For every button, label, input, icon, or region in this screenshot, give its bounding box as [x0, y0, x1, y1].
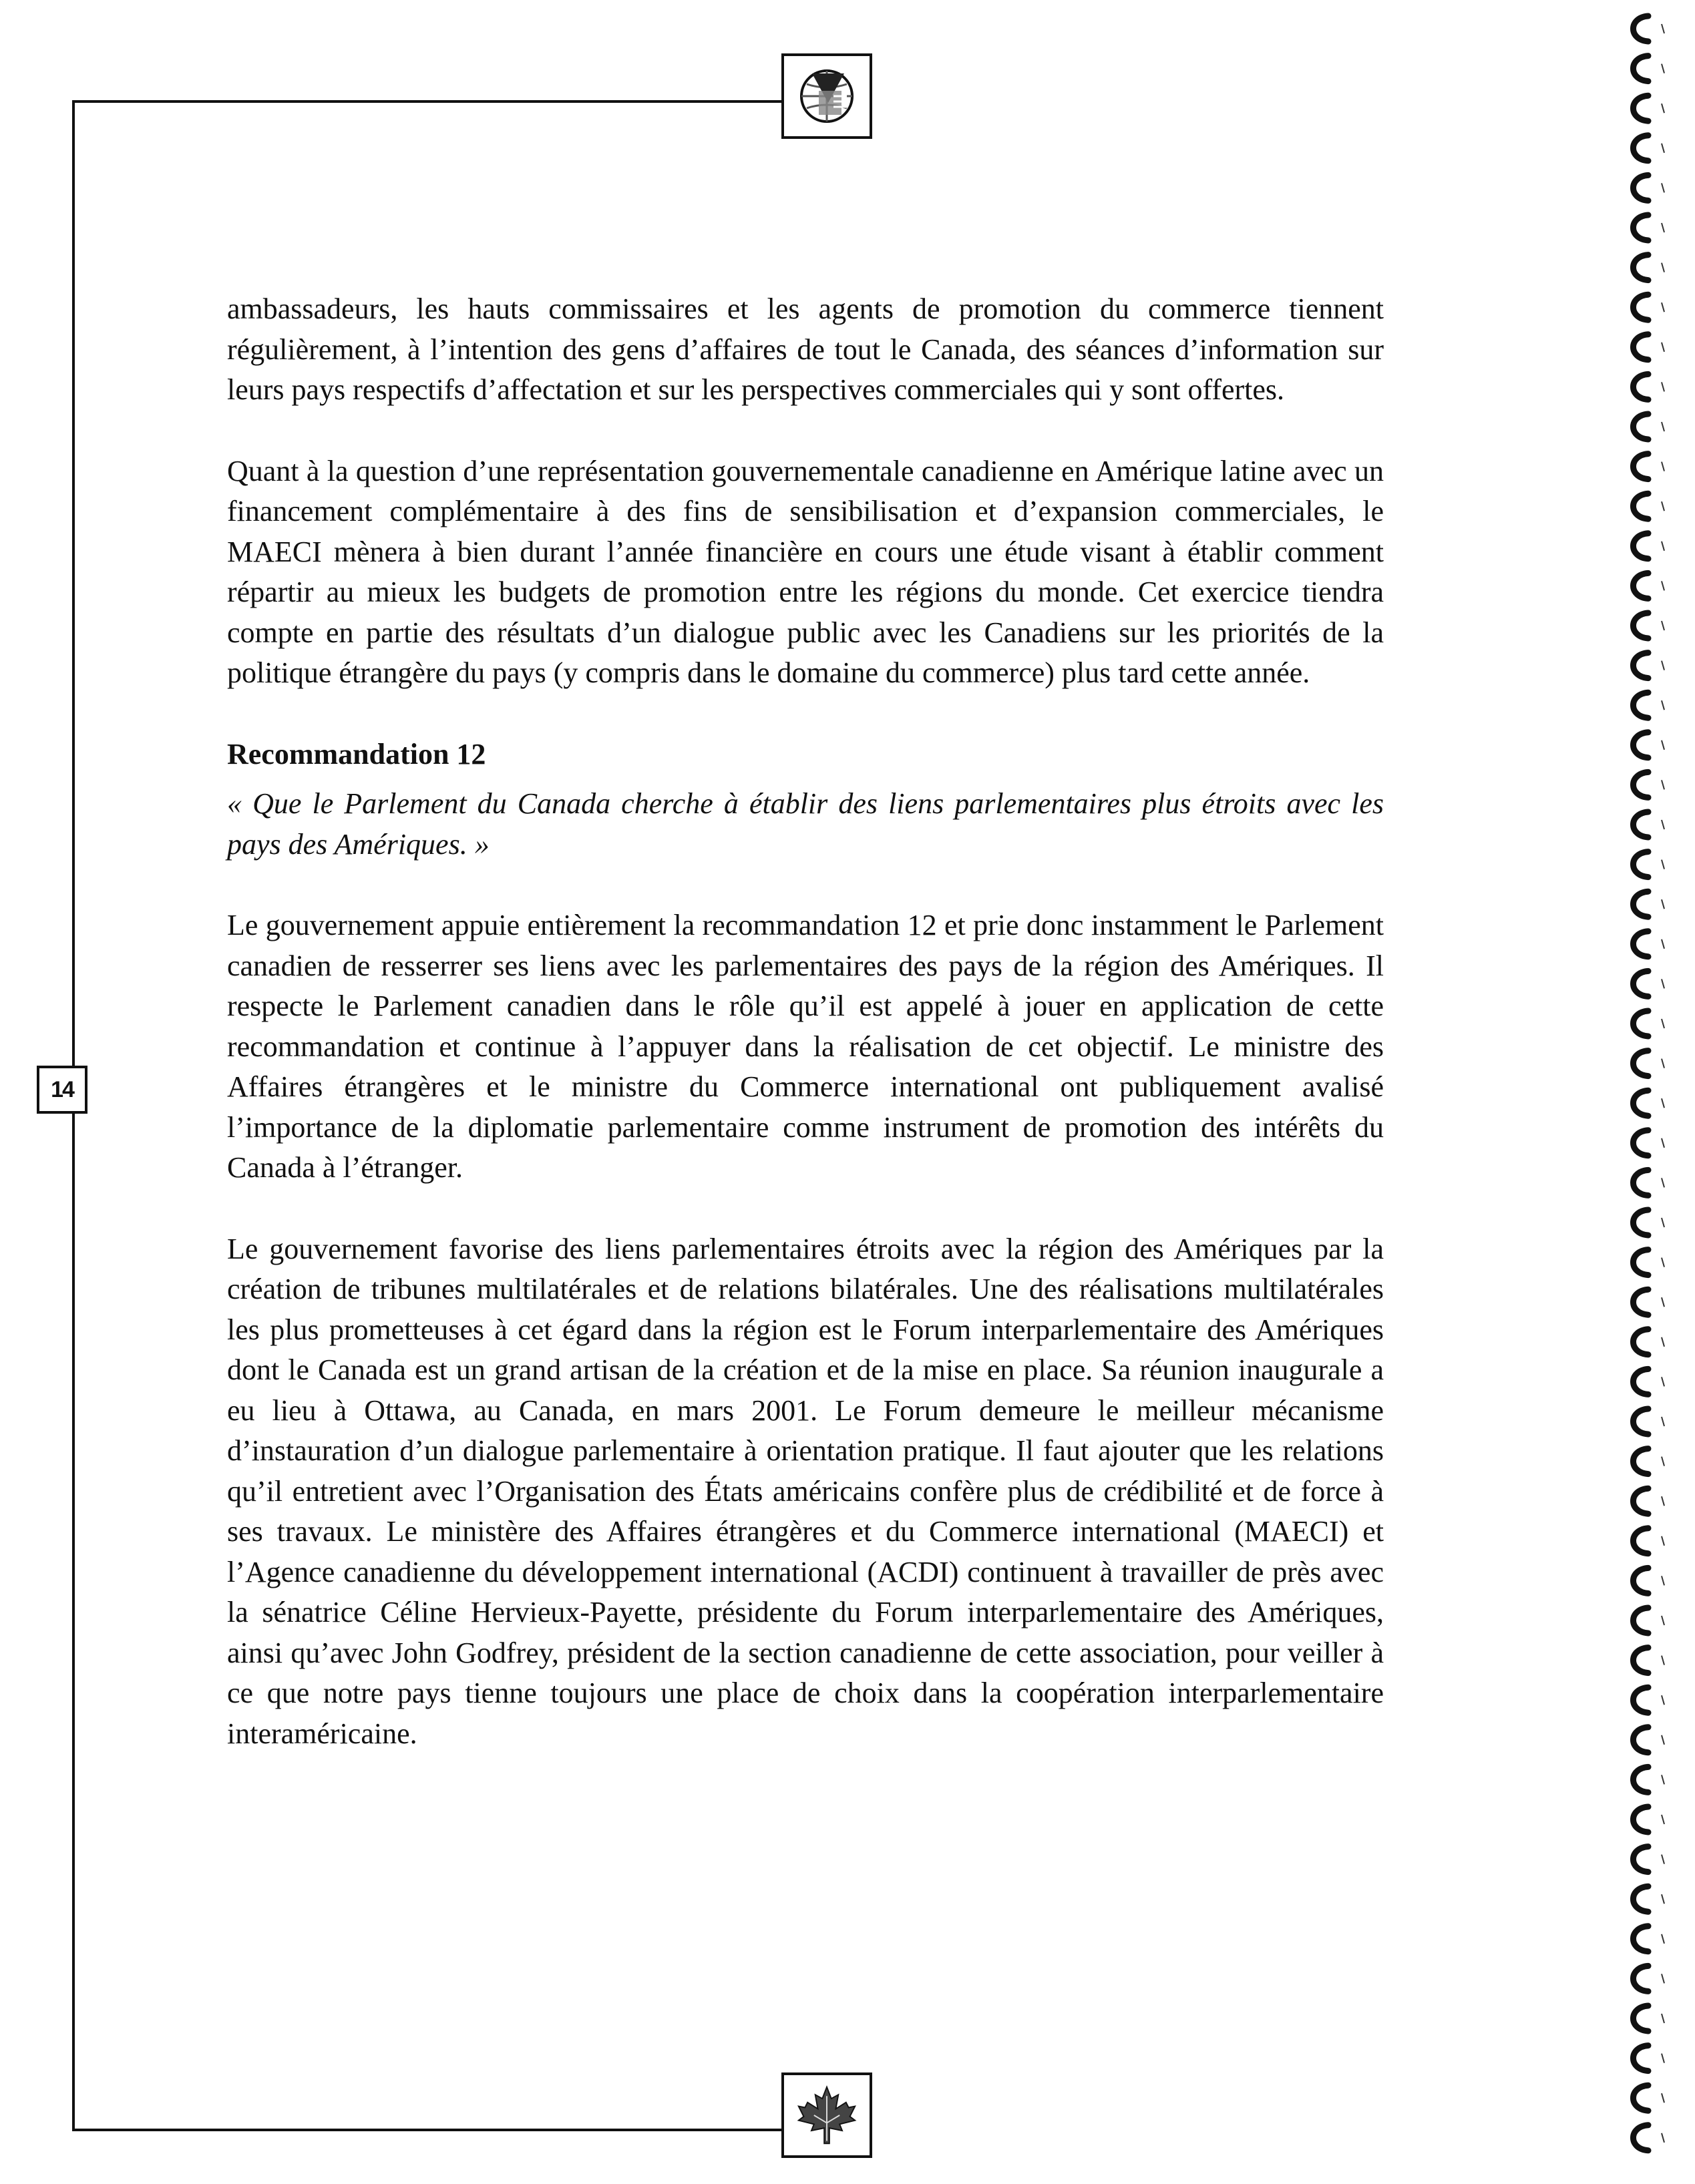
- binding-ring: [1634, 1847, 1649, 1872]
- globe-flag-logo-icon: [792, 61, 862, 131]
- binding-hole: [1662, 1457, 1664, 1466]
- binding-ring: [1634, 1528, 1649, 1554]
- binding-hole: [1662, 700, 1664, 710]
- header-emblem: [781, 53, 872, 139]
- binding-hole: [1662, 103, 1664, 113]
- binding-hole: [1662, 501, 1664, 511]
- binding-hole: [1662, 2093, 1664, 2103]
- binding-hole: [1662, 1337, 1664, 1347]
- binding-hole: [1662, 343, 1664, 352]
- binding-ring: [1634, 613, 1649, 638]
- binding-ring: [1634, 971, 1649, 996]
- binding-ring: [1634, 1449, 1649, 1474]
- binding-ring: [1634, 1289, 1649, 1315]
- binding-hole: [1662, 860, 1664, 869]
- binding-ring: [1634, 1807, 1649, 1832]
- binding-ring: [1634, 852, 1649, 877]
- binding-ring: [1634, 56, 1649, 81]
- binding-ring: [1634, 1369, 1649, 1394]
- binding-hole: [1662, 144, 1664, 153]
- frame-left-line: [72, 100, 75, 2131]
- frame-top-line: [72, 100, 784, 103]
- binding-hole: [1662, 2014, 1664, 2023]
- binding-ring: [1634, 1648, 1649, 1673]
- binding-ring: [1634, 1568, 1649, 1593]
- binding-ring: [1634, 1090, 1649, 1116]
- binding-hole: [1662, 1536, 1664, 1546]
- binding-hole: [1662, 1656, 1664, 1665]
- binding-ring: [1634, 1608, 1649, 1633]
- binding-hole: [1662, 1297, 1664, 1307]
- spiral-binding: [1616, 0, 1695, 2184]
- binding-hole: [1662, 2054, 1664, 2063]
- binding-ring: [1634, 95, 1649, 121]
- binding-ring: [1634, 1170, 1649, 1195]
- binding-ring: [1634, 732, 1649, 758]
- binding-ring: [1634, 414, 1649, 439]
- binding-ring: [1634, 772, 1649, 797]
- maple-leaf-icon: [795, 2083, 859, 2147]
- binding-ring: [1634, 2085, 1649, 2111]
- footer-emblem: [781, 2072, 872, 2158]
- recommendation-heading: Recommandation 12: [227, 737, 486, 771]
- binding-hole: [1662, 422, 1664, 431]
- binding-hole: [1662, 939, 1664, 949]
- document-body: [227, 289, 1384, 1795]
- binding-hole: [1662, 1735, 1664, 1745]
- binding-hole: [1662, 1019, 1664, 1028]
- binding-hole: [1662, 1934, 1664, 1944]
- binding-hole: [1662, 1775, 1664, 1784]
- binding-hole: [1662, 581, 1664, 590]
- binding-ring: [1634, 1011, 1649, 1036]
- binding-ring: [1634, 1687, 1649, 1713]
- binding-hole: [1662, 820, 1664, 829]
- binding-ring: [1634, 175, 1649, 200]
- binding-ring: [1634, 1409, 1649, 1434]
- binding-ring: [1634, 255, 1649, 280]
- binding-hole: [1662, 1178, 1664, 1187]
- binding-hole: [1662, 1616, 1664, 1625]
- binding-ring: [1634, 653, 1649, 678]
- binding-hole: [1662, 1695, 1664, 1705]
- binding-ring: [1634, 1051, 1649, 1076]
- binding-hole: [1662, 1417, 1664, 1426]
- binding-ring: [1634, 454, 1649, 479]
- binding-hole: [1662, 621, 1664, 630]
- binding-ring: [1634, 812, 1649, 837]
- recommendation-quote: « Que le Parlement du Canada cherche à établir des liens parlementaires plus étroits avec les pays des Amériques. »: [227, 787, 1384, 861]
- frame-bottom-line: [72, 2129, 784, 2131]
- binding-hole: [1662, 899, 1664, 909]
- binding-hole: [1662, 1974, 1664, 1983]
- binding-hole: [1662, 1377, 1664, 1386]
- binding-ring: [1634, 2046, 1649, 2071]
- binding-ring: [1634, 374, 1649, 399]
- binding-ring: [1634, 2006, 1649, 2031]
- binding-hole: [1662, 1138, 1664, 1148]
- binding-hole: [1662, 1894, 1664, 1904]
- binding-hole: [1662, 541, 1664, 551]
- binding-ring: [1634, 136, 1649, 161]
- binding-hole: [1662, 2133, 1664, 2143]
- binding-hole: [1662, 64, 1664, 73]
- binding-hole: [1662, 223, 1664, 232]
- binding-hole: [1662, 740, 1664, 750]
- binding-hole: [1662, 1855, 1664, 1864]
- paragraph: Quant à la question d’une représentation gouvernementale canadienne en Amérique latine avec un financement complémentaire à des fins de sensibilisation et d’expansion commerciales, le MAECI mènera à bien durant l’année financière en cours une étude visant à établir comment répartir au mieux les budgets de promotion entre les régions du monde. Cet exercice tiendra compte en partie des résultats d’un dialogue public avec les Canadiens sur les priorités de la politique étrangère du pays (y compris dans le domaine du commerce) plus tard cette année.: [227, 454, 1384, 689]
- binding-hole: [1662, 1258, 1664, 1267]
- binding-hole: [1662, 263, 1664, 272]
- binding-ring: [1634, 1210, 1649, 1235]
- binding-ring: [1634, 1767, 1649, 1792]
- binding-hole: [1662, 24, 1664, 33]
- binding-ring: [1634, 573, 1649, 598]
- binding-ring: [1634, 891, 1649, 917]
- binding-hole: [1662, 1218, 1664, 1227]
- binding-ring: [1634, 2125, 1649, 2151]
- binding-ring: [1634, 1250, 1649, 1275]
- binding-ring: [1634, 692, 1649, 718]
- binding-hole: [1662, 979, 1664, 988]
- paragraph: Le gouvernement appuie entièrement la recommandation 12 et prie donc instamment le Parlement canadien de resserrer ses liens avec les parlementaires des pays de la région des Amériques. Il respecte le Parlement canadien dans le rôle qu’il est appelé à jouer en application de cette recommandation et continue à l’appuyer dans la réalisation de cet objectif. Le ministre des Affaires étrangères et le ministre du Commerce international ont publiquement avalisé l’importance de la diplomatie parlementaire comme instrument de promotion des intérêts du Canada à l’étranger.: [227, 909, 1384, 1184]
- binding-ring: [1634, 931, 1649, 957]
- binding-hole: [1662, 661, 1664, 670]
- binding-hole: [1662, 183, 1664, 192]
- binding-hole: [1662, 382, 1664, 391]
- binding-ring: [1634, 1926, 1649, 1952]
- binding-ring: [1634, 294, 1649, 320]
- binding-ring: [1634, 1886, 1649, 1912]
- binding-hole: [1662, 1496, 1664, 1506]
- binding-ring: [1634, 493, 1649, 519]
- binding-hole: [1662, 1098, 1664, 1108]
- binding-ring: [1634, 1966, 1649, 1991]
- binding-ring: [1634, 1727, 1649, 1753]
- binding-hole: [1662, 1059, 1664, 1068]
- binding-ring: [1634, 533, 1649, 559]
- binding-ring: [1634, 1130, 1649, 1156]
- binding-ring: [1634, 215, 1649, 240]
- binding-ring: [1634, 335, 1649, 360]
- binding-hole: [1662, 780, 1664, 789]
- binding-ring: [1634, 16, 1649, 41]
- binding-ring: [1634, 1488, 1649, 1514]
- paragraph: Le gouvernement favorise des liens parlementaires étroits avec la région des Amériques par la création de tribunes multilatérales et de relations bilatérales. Une des réalisations multilatérales les plus prometteuses à cet égard dans la région est le Forum interparlementaire des Amériques dont le Canada est un grand artisan de la création et de la mise en place. Sa réunion inaugurale a eu lieu à Ottawa, au Canada, en mars 2001. Le Forum demeure le meilleur mécanisme d’instauration d’un dialogue parlementaire à orientation pratique. Il faut ajouter que les relations qu’il entretient avec l’Organisation des États américains confère plus de crédibilité et de force à ses travaux. Le ministère des Affaires étrangères et du Commerce international (MAECI) et l’Agence canadienne du développement international (ACDI) continuent à travailler de près avec la sénatrice Céline Hervieux-Payette, présidente du Forum interparlementaire des Amériques, ainsi qu’avec John Godfrey, président de la section canadienne de cette association, pour veiller à ce que notre pays tienne toujours une place de choix dans la coopération interparlementaire interaméricaine.: [227, 1232, 1384, 1750]
- page-number: 14: [37, 1066, 87, 1114]
- paragraph: ambassadeurs, les hauts commissaires et les agents de promotion du commerce tiennent régulièrement, à l’intention des gens d’affaires de tout le Canada, des séances d’information sur leurs pays respectifs d’affectation et sur les perspectives commerciales qui y sont offertes.: [227, 292, 1384, 406]
- binding-ring: [1634, 1329, 1649, 1355]
- binding-hole: [1662, 1815, 1664, 1824]
- binding-hole: [1662, 1576, 1664, 1585]
- binding-hole: [1662, 462, 1664, 471]
- binding-hole: [1662, 302, 1664, 312]
